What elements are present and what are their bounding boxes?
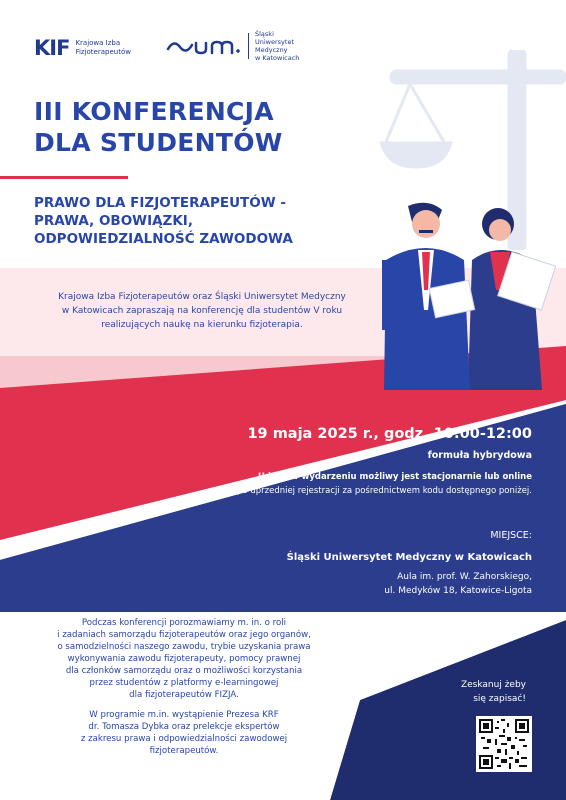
qr-code-icon[interactable] xyxy=(476,716,532,772)
kif-logo-text xyxy=(75,39,155,57)
sum-logo-line1: Śląski xyxy=(255,30,274,38)
scan-instruction xyxy=(416,678,526,706)
kif-logo xyxy=(34,36,155,60)
place-address-line1: Aula im. prof. W. Zahorskiego, xyxy=(397,572,532,582)
scan-line1: Zeskanuj żeby xyxy=(460,680,526,690)
event-date: 19 maja 2025 r., godz. 10:00-12:00 xyxy=(247,426,532,442)
kif-logo-line2: Fizjoterapeutów xyxy=(75,48,131,56)
sum-logo-divider xyxy=(248,33,249,59)
desc-p1-line1: Podczas konferencji porozmawiamy m. in. o roli xyxy=(81,618,287,628)
title-line2: DLA STUDENTÓW xyxy=(34,128,283,157)
businessman-illustration xyxy=(382,203,475,390)
subtitle-line3: ODPOWIEDZIALNOŚĆ ZAWODOWA xyxy=(34,231,293,247)
desc-p2-line2: dr. Tomasza Dybka oraz prelekcje ekspertów xyxy=(88,722,280,732)
desc-p1-line2: i zadaniach samorządu fizjoterapeutów oraz jego organów, xyxy=(57,630,311,640)
professionals-illustration xyxy=(372,200,562,390)
desc-p2-line1: W programie m.in. wystąpienie Prezesa KRF xyxy=(89,710,279,720)
place-address-line2: ul. Medyków 18, Katowice-Ligota xyxy=(384,586,532,596)
sum-logo-icon xyxy=(166,35,242,57)
intro-line1: Krajowa Izba Fizjoterapeutów oraz Śląski Uniwersytet Medyczny xyxy=(58,292,346,302)
businesswoman-illustration xyxy=(468,208,556,390)
sum-logo-line3: Medyczny xyxy=(255,46,288,54)
place-address xyxy=(384,570,532,598)
kif-logo-line1: Krajowa Izba xyxy=(75,39,121,47)
event-format: formuła hybrydowa xyxy=(427,450,532,461)
desc-p1-line7: dla fizjoterapeutów FIZJA. xyxy=(129,690,239,700)
qr-code-graphic xyxy=(479,719,529,769)
title-underline xyxy=(0,176,128,179)
sum-logo xyxy=(166,30,321,62)
participation-line2: po uprzedniej rejestracji za pośrednictwem kodu dostępnego poniżej. xyxy=(237,486,532,496)
subtitle-line2: PRAWA, OBOWIĄZKI, xyxy=(34,213,193,229)
desc-p1-line6: przez studentów z platformy e-learningowej xyxy=(89,678,279,688)
desc-p1-line5: dla członków samorządu oraz o możliwości korzystania xyxy=(65,666,303,676)
sum-logo-line4: w Katowicach xyxy=(255,54,300,62)
scan-line2: się zapisać! xyxy=(473,694,526,704)
place-label: MIEJSCE: xyxy=(490,530,532,541)
sum-logo-text xyxy=(255,30,321,62)
conference-description xyxy=(34,617,334,765)
intro-line3: realizujących naukę na kierunku fizjoterapia. xyxy=(101,320,303,330)
desc-p2-line4: fizjoterapeutów. xyxy=(149,746,219,756)
desc-p2-line3: z zakresu prawa i odpowiedzialności zawodowej xyxy=(80,734,288,744)
intro-line2: w Katowicach zapraszają na konferencję dla studentów V roku xyxy=(61,306,343,316)
sum-logo-line2: Uniwersytet xyxy=(255,38,294,46)
description-paragraph-1 xyxy=(34,617,334,701)
kif-logo-mark xyxy=(34,36,69,60)
page-title xyxy=(34,96,283,158)
subtitle-line1: PRAWO DLA FIZJOTERAPEUTÓW - xyxy=(34,195,286,211)
desc-p1-line4: wykonywania zawodu fizjoterapeuty, pomocy prawnej xyxy=(67,654,301,664)
intro-text xyxy=(34,290,370,332)
page-subtitle xyxy=(34,194,293,248)
participation-line1: Udział w wydarzeniu możliwy jest stacjonarnie lub online xyxy=(257,472,532,482)
place-name: Śląski Uniwersytet Medyczny w Katowicach xyxy=(286,552,532,563)
desc-p1-line3: o samodzielności naszego zawodu, trybie uzyskania prawa xyxy=(57,642,311,652)
title-line1: III KONFERENCJA xyxy=(34,97,274,126)
description-paragraph-2 xyxy=(34,709,334,757)
kif-logo-mark-text: KIF xyxy=(34,36,70,60)
